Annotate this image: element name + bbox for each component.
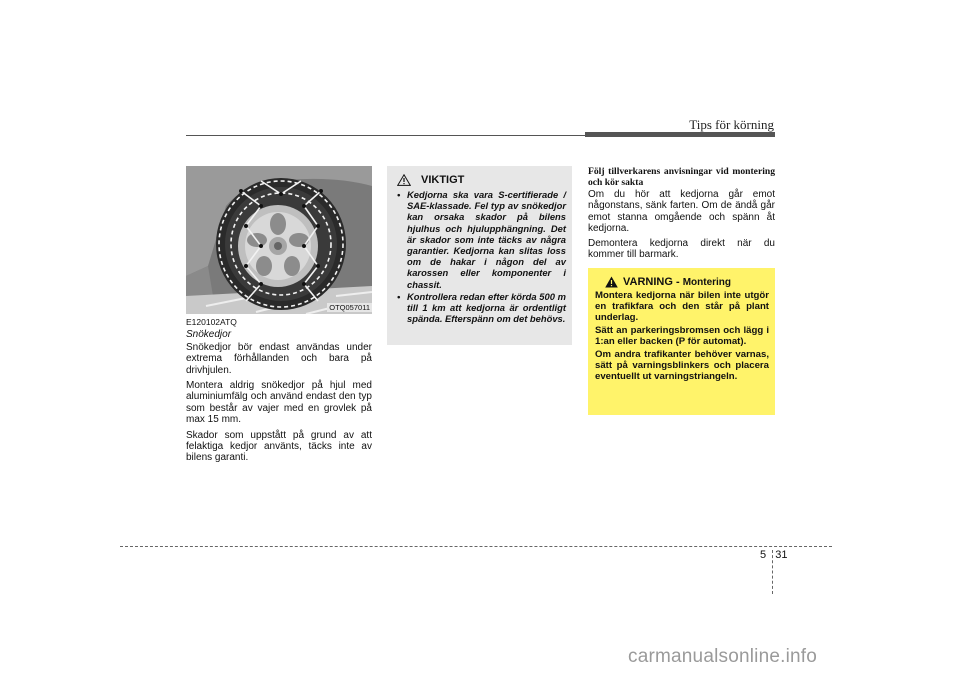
paragraph: Demontera kedjorna direkt när du kommer till barmark.	[588, 237, 775, 261]
header-rule-accent	[585, 132, 775, 137]
paragraph: Montera aldrig snökedjor på hjul med aluminiumfälg och använd endast den typ som består av vajer med en grovlek på max 15 mm.	[186, 380, 372, 426]
page-number-divider	[772, 550, 773, 594]
warning-paragraph: Montera kedjorna när bilen inte utgör en trafikfara och den står på plant underlag.	[595, 290, 769, 323]
notice-title: VIKTIGT	[421, 174, 465, 186]
header-title: Tips för körning	[689, 117, 774, 132]
section-code: E120102ATQ	[186, 317, 237, 327]
notice-box	[387, 166, 572, 345]
section-heading: Snökedjor	[186, 329, 232, 341]
paragraph: Om du hör att kedjorna går emot någonstans, sänk farten. Om de ändå går emot stanna omgående och spänn åt kedjorna.	[588, 189, 775, 235]
caution-triangle-icon	[397, 174, 411, 186]
figure-code: OTQ057011	[329, 303, 370, 312]
warning-title: VARNING - Montering	[623, 276, 732, 288]
warning-paragraph: Om andra trafikanter behöver varnas, sätt på varningsblinkers och placera eventuellt ut varningstriangeln.	[595, 349, 769, 382]
column-right	[588, 166, 775, 263]
warning-box	[588, 268, 775, 415]
notice-item: • Kontrollera redan efter körda 500 m till 1 km att kedjorna är ordentligt spända. Efterspänn om det behövs.	[397, 291, 566, 325]
paragraph: Snökedjor bör endast användas under extrema förhållanden och bara på drivhjulen.	[186, 341, 372, 376]
warning-paragraph: Sätt an parkeringsbromsen och lägg i 1:an eller backen (P för automat).	[595, 325, 769, 347]
page-number: 5 31	[760, 549, 788, 561]
snow-chain-photo	[186, 166, 372, 314]
subheading: Följ tillverkarens anvisningar vid montering och kör sakta	[588, 166, 775, 188]
paragraph: Skador som uppstått på grund av att felaktiga kedjor använts, täcks inte av bilens garanti.	[186, 429, 372, 464]
column-left	[186, 317, 372, 468]
watermark: carmanualsonline.info	[628, 646, 818, 667]
notice-item: • Kedjorna ska vara S-certifierade / SAE-klassade. Fel typ av snökedjor kan orsaka skador på bilens hjulhus och hjulupphängning. Det är skador som inte täcks av några garantier. Kedjorna kan slitas loss om de hakar i någon del av karossen eller komponenter i chassit.	[397, 189, 566, 290]
footer-rule	[120, 546, 832, 547]
warning-triangle-icon	[605, 276, 618, 288]
